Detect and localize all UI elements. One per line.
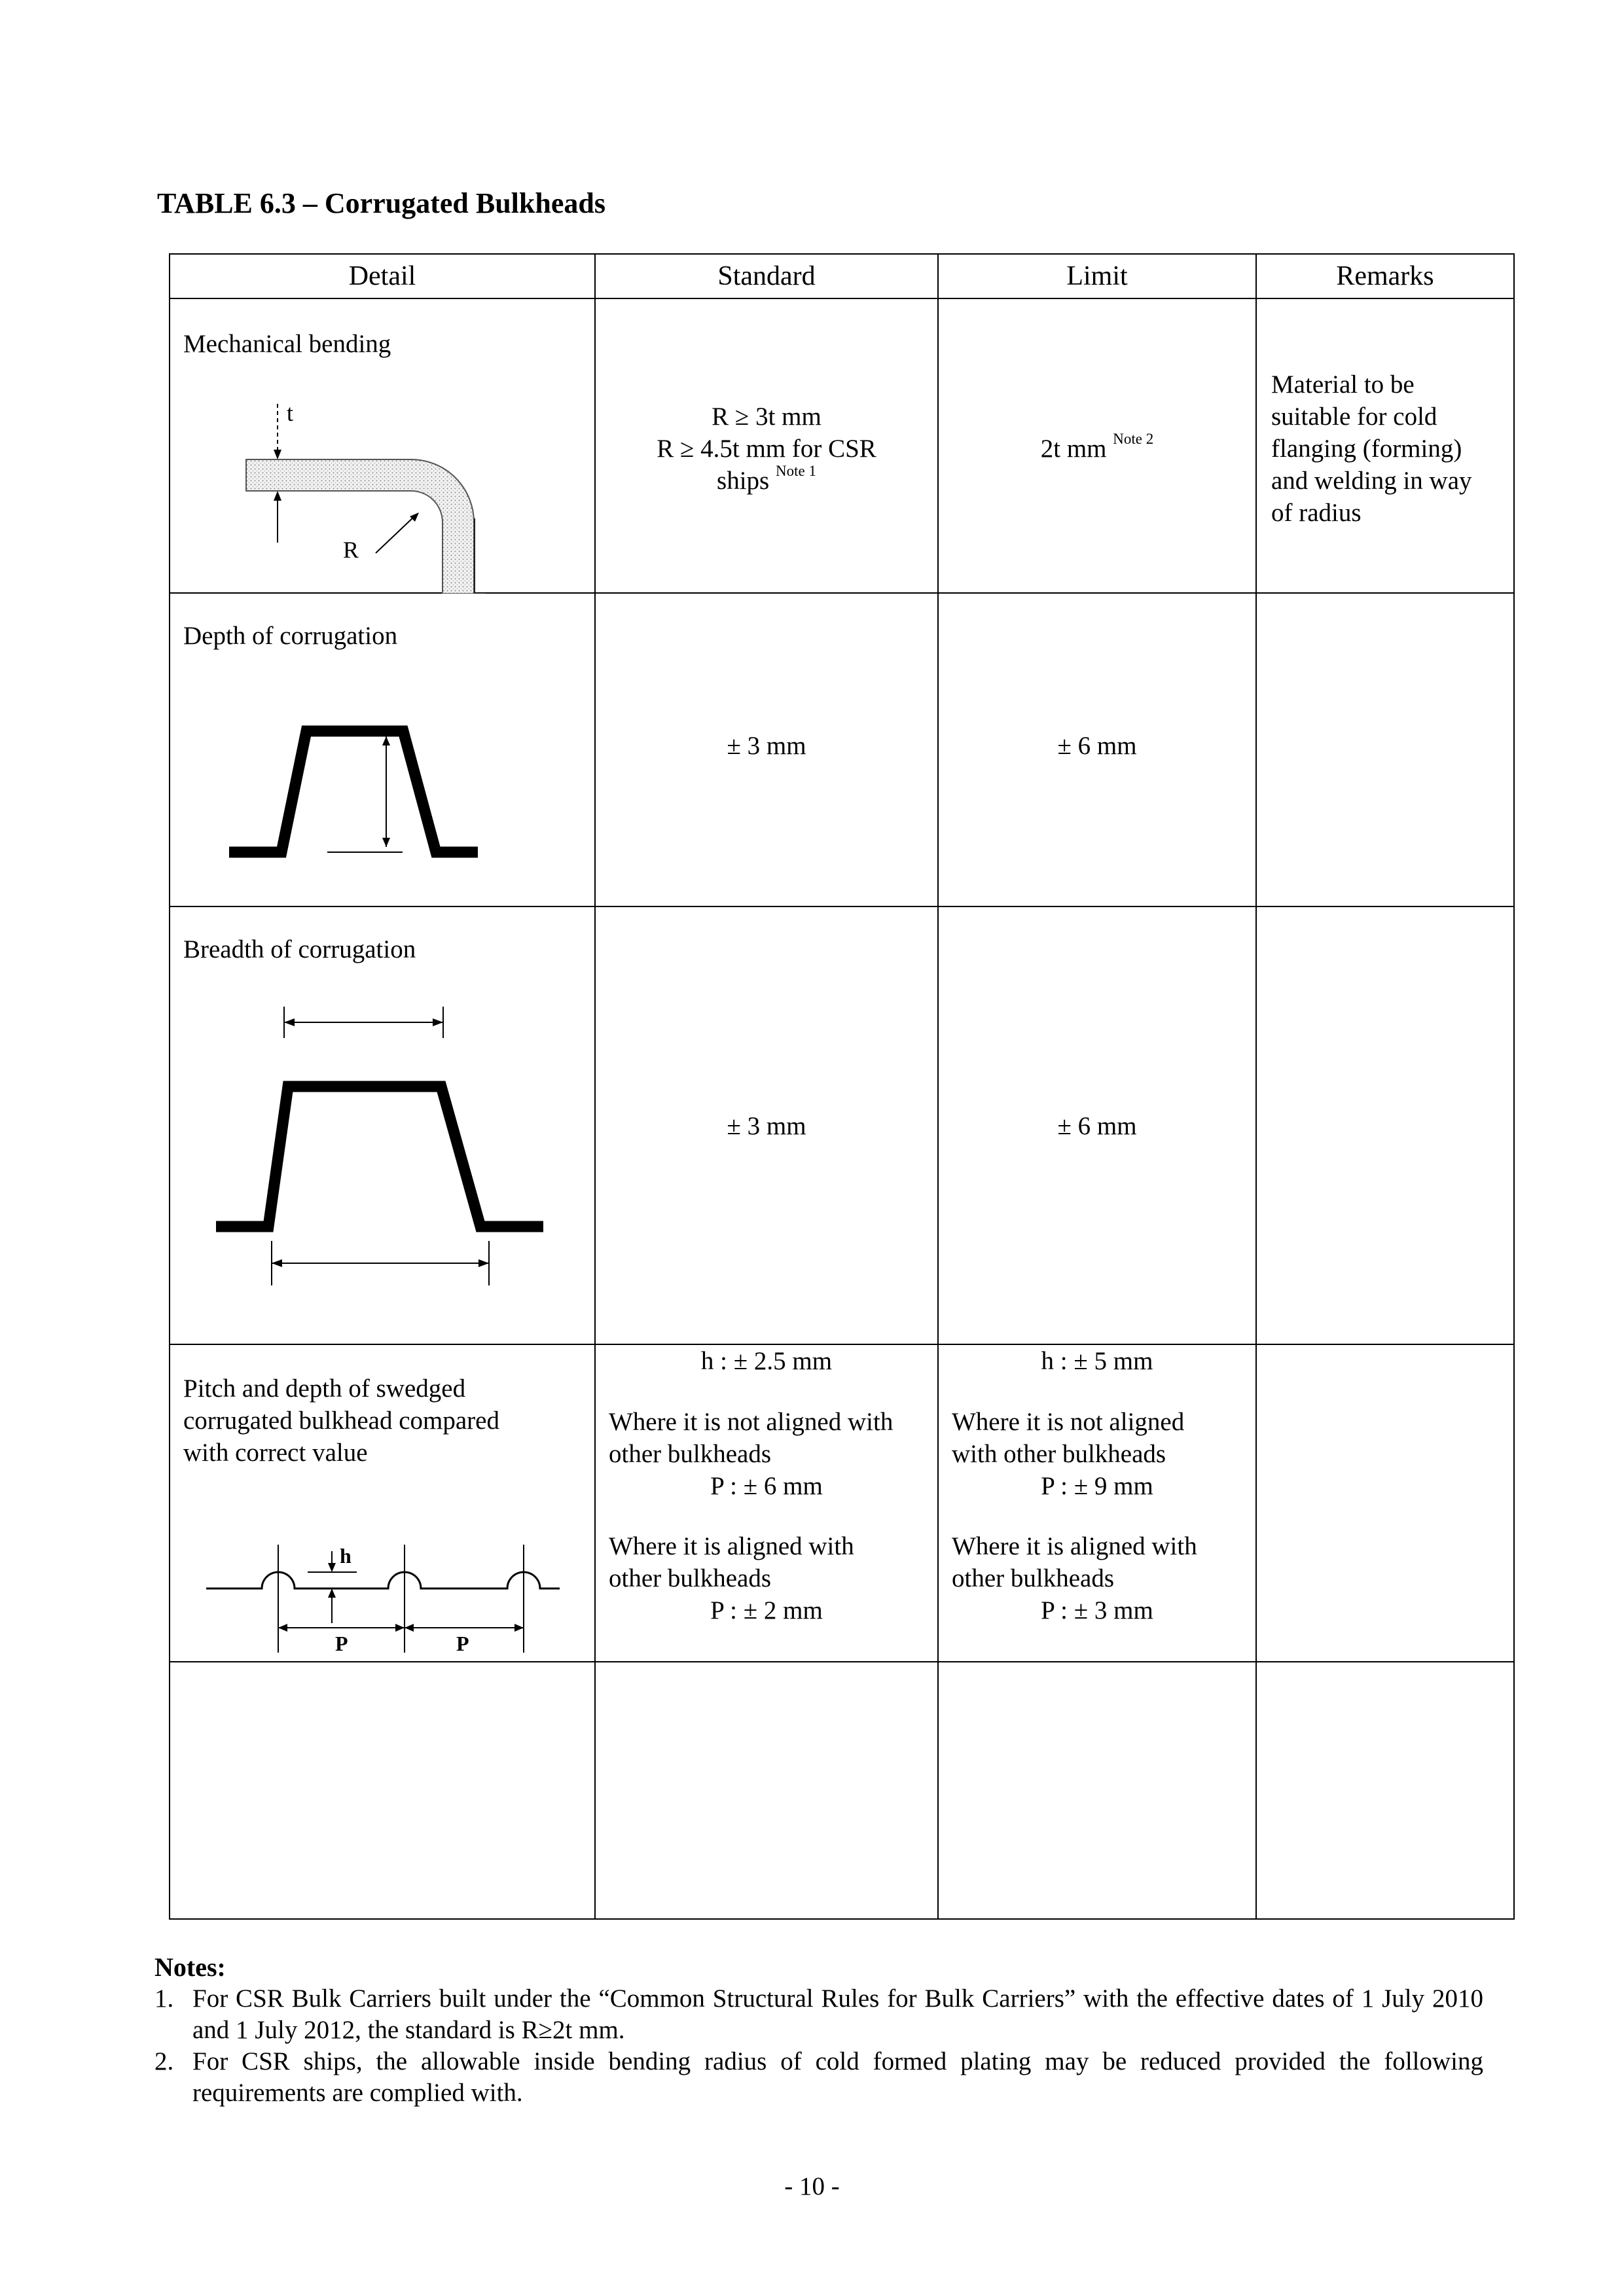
table-title: TABLE 6.3 – Corrugated Bulkheads: [157, 187, 605, 219]
h-label: h: [340, 1544, 352, 1568]
limit-cell: [938, 593, 1256, 906]
limit-cell: [938, 1662, 1256, 1919]
standard-cell: [595, 298, 938, 593]
note-number: 1.: [154, 1984, 174, 2013]
limit-p-not-aligned: P : ± 9 mm: [1041, 1472, 1153, 1501]
remarks-cell: [1256, 906, 1514, 1344]
detail-cell: [170, 593, 595, 906]
t-label: t: [287, 400, 294, 427]
corrugated-bulkheads-table: [169, 253, 1515, 1920]
standard-cell: [595, 1662, 938, 1919]
standard-p-not-aligned: P : ± 6 mm: [710, 1472, 823, 1501]
detail-line-1: Pitch and depth of swedged: [183, 1374, 466, 1403]
page-number: - 10 -: [784, 2172, 840, 2200]
standard-aligned: Where it is aligned with other bulkheads: [609, 1532, 854, 1593]
depth-of-corrugation-diagram: [229, 692, 543, 888]
detail-cell: [170, 1344, 595, 1662]
remarks-line-1: Material to be: [1271, 370, 1415, 399]
standard-line-2: R ≥ 4.5t mm for CSR: [657, 435, 876, 463]
remarks-cell: [1256, 1662, 1514, 1919]
remarks-cell: [1256, 593, 1514, 906]
swedged-bulkhead-diagram: [206, 1512, 573, 1653]
remarks-line-4: and welding in way: [1271, 467, 1472, 495]
limit-p-aligned: P : ± 3 mm: [1041, 1596, 1153, 1625]
detail-label: [183, 1372, 499, 1469]
limit-value: 2t mm: [1040, 435, 1107, 463]
notes-section: [154, 1952, 1483, 2109]
note-item-2: [154, 2046, 1483, 2109]
standard-text: [596, 401, 937, 497]
detail-cell: [170, 906, 595, 1344]
header-detail: Detail: [170, 254, 595, 298]
limit-aligned: Where it is aligned with other bulkheads: [952, 1532, 1197, 1593]
table-row-breadth-of-corrugation: [170, 906, 1514, 1344]
note-item-1: [154, 1983, 1483, 2046]
table-header-row: [170, 254, 1514, 298]
detail-cell: [170, 298, 595, 593]
limit-value: ± 6 mm: [1057, 1111, 1137, 1140]
detail-label: Mechanical bending: [183, 330, 391, 359]
r-label: R: [343, 537, 359, 564]
detail-cell: [170, 1662, 595, 1919]
detail-label: Breadth of corrugation: [183, 935, 416, 963]
standard-cell: [595, 906, 938, 1344]
remarks-cell: [1256, 298, 1514, 593]
limit-not-aligned: Where it is not aligned with other bulkheads: [952, 1408, 1185, 1469]
table-row-mechanical-bending: [170, 298, 1514, 593]
standard-line-3: ships: [717, 467, 770, 495]
p-label-2: P: [456, 1632, 469, 1653]
detail-label: Depth of corrugation: [183, 622, 398, 650]
standard-cell: [595, 593, 938, 906]
table-row-depth-of-corrugation: [170, 593, 1514, 906]
standard-cell: [595, 1344, 938, 1662]
limit-cell: [938, 906, 1256, 1344]
header-standard: Standard: [595, 254, 938, 298]
header-limit: Limit: [938, 254, 1256, 298]
standard-not-aligned: Where it is not aligned with other bulkheads: [609, 1408, 893, 1469]
standard-h: h : ± 2.5 mm: [700, 1347, 833, 1376]
limit-cell: [938, 298, 1256, 593]
remarks-text: [1271, 368, 1472, 529]
standard-value: ± 3 mm: [727, 732, 806, 760]
standard-line-1: R ≥ 3t mm: [712, 403, 821, 431]
limit-text: [939, 433, 1255, 465]
detail-line-3: with correct value: [183, 1439, 368, 1467]
limit-value: ± 6 mm: [1057, 732, 1137, 760]
detail-line-2: corrugated bulkhead compared: [183, 1407, 499, 1435]
remarks-line-3: flanging (forming): [1271, 435, 1462, 463]
notes-heading: Notes:: [154, 1952, 226, 1982]
remarks-line-5: of radius: [1271, 499, 1362, 528]
table-row-empty: [170, 1662, 1514, 1919]
note-number: 2.: [154, 2047, 174, 2075]
standard-p-aligned: P : ± 2 mm: [710, 1596, 823, 1625]
remarks-line-2: suitable for cold: [1271, 403, 1437, 431]
table-row-pitch-and-depth: [170, 1344, 1514, 1662]
standard-value: ± 3 mm: [727, 1111, 806, 1140]
limit-h: h : ± 5 mm: [1041, 1347, 1153, 1376]
limit-cell: [938, 1344, 1256, 1662]
header-remarks: Remarks: [1256, 254, 1514, 298]
remarks-cell: [1256, 1344, 1514, 1662]
note-text: For CSR ships, the allowable inside bending radius of cold formed plating may be reduced provided the following requirements are complied with.: [192, 2047, 1483, 2107]
standard-note-ref: Note 1: [775, 463, 816, 480]
note-text: For CSR Bulk Carriers built under the “Common Structural Rules for Bulk Carriers” with the effective dates of 1 July 2010 and 1 July 2012, the standard is R≥2t mm.: [192, 1984, 1483, 2044]
mechanical-bending-diagram: [242, 397, 596, 594]
breadth-of-corrugation-diagram: [216, 1005, 556, 1333]
p-label-1: P: [335, 1632, 348, 1653]
limit-note-ref: Note 2: [1113, 431, 1154, 448]
